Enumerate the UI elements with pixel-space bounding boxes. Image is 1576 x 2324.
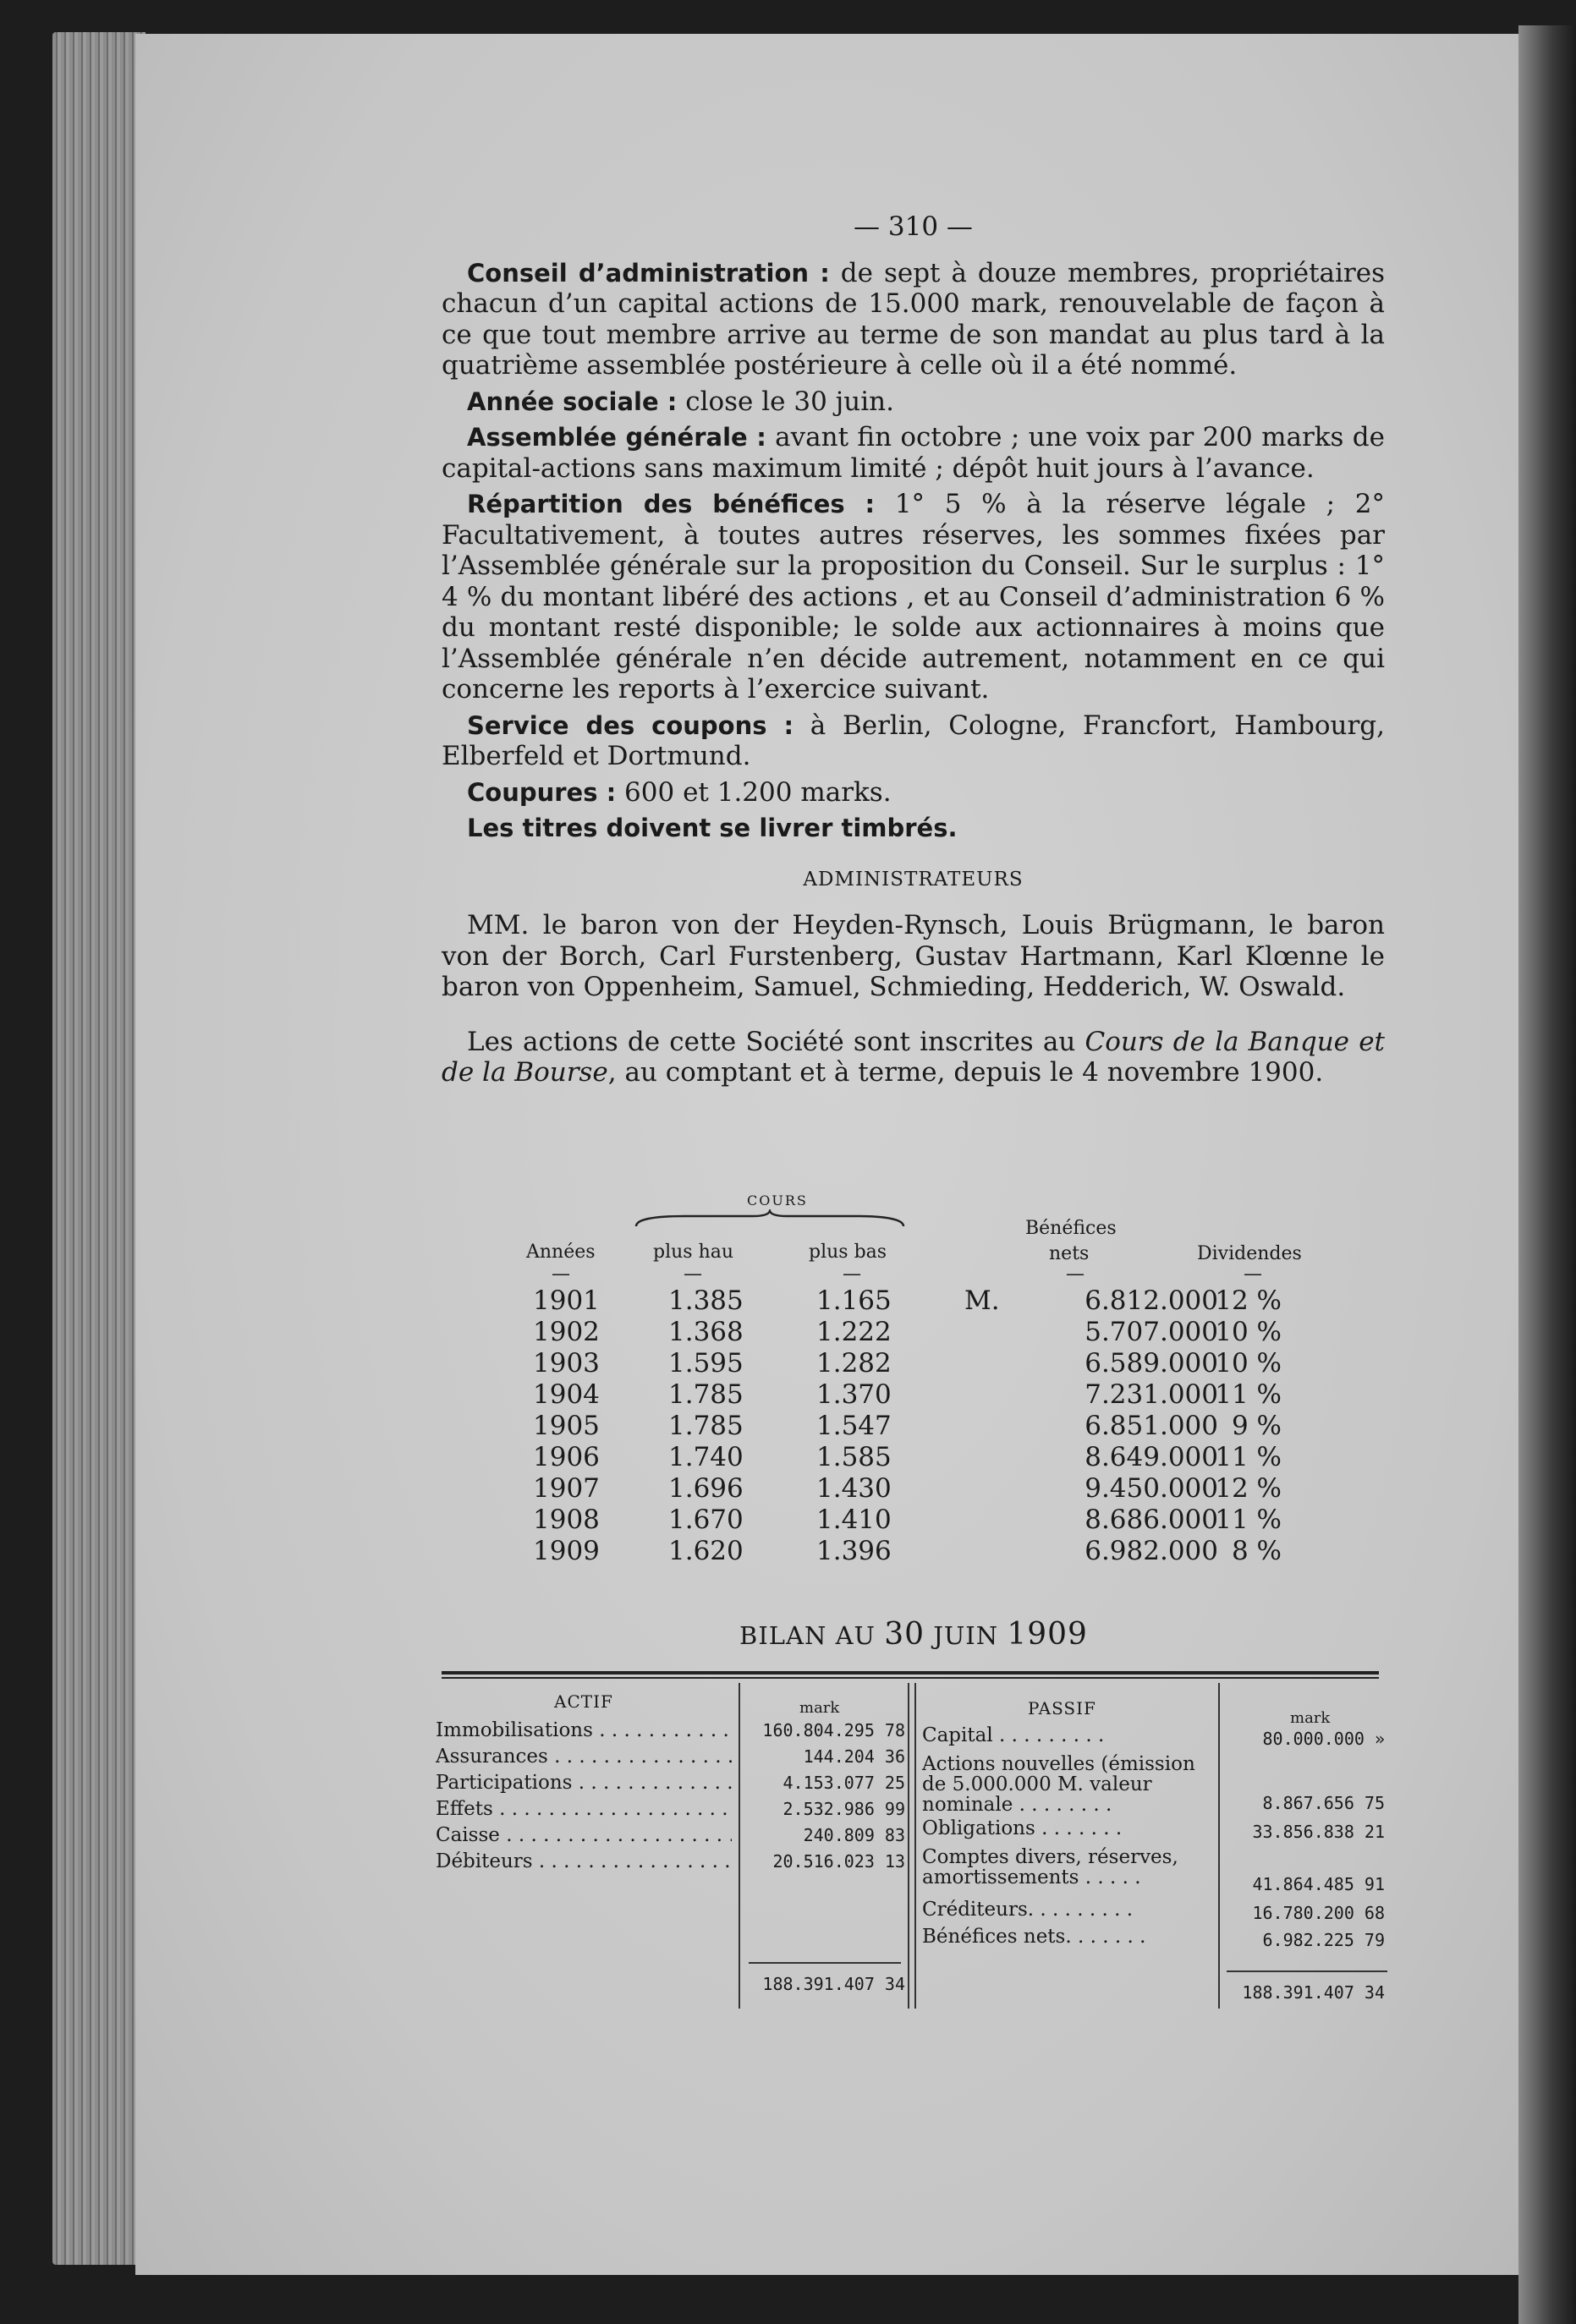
passif-item-amount: 16.780.200 68 [1252, 1903, 1385, 1923]
plus-hau-cell: 1.385 [668, 1285, 744, 1316]
bilan-table [436, 1683, 1387, 2013]
bilan-double-rule [442, 1671, 1379, 1674]
header-annees: Années [526, 1241, 596, 1263]
plus-hau-cell: 1.670 [668, 1505, 744, 1535]
year-cell: 1902 [533, 1317, 600, 1347]
column-divider [908, 1683, 909, 2009]
plus-hau-cell: 1.696 [668, 1473, 744, 1504]
header-dividendes: Dividendes [1197, 1243, 1302, 1264]
table-row [508, 1285, 1354, 1317]
page-stack-edges [52, 32, 146, 2265]
plus-bas-cell: 1.396 [816, 1536, 892, 1566]
dividende-cell: 12 % [1215, 1285, 1282, 1316]
actif-item-label: Débiteurs . . . [436, 1848, 732, 1875]
passif-item-label: Bénéfices nets. . . . . . . [922, 1926, 1146, 1948]
cours-table [508, 1192, 1354, 1567]
plus-hau-cell: 1.785 [668, 1379, 744, 1410]
header-benefices-nets: nets [1049, 1243, 1090, 1264]
cours-table-header: COURS Années plus hau plus bas Bénéfices nets Dividendes — — — — — [526, 1192, 1302, 1285]
table-row [508, 1505, 1354, 1536]
plus-hau-cell: 1.740 [668, 1442, 744, 1472]
dividende-cell: 11 % [1215, 1379, 1282, 1410]
passif-header: PASSIF [1028, 1698, 1096, 1718]
page-number: — 310 — [854, 211, 973, 242]
plus-bas-cell: 1.410 [816, 1505, 892, 1535]
actif-mark-header: mark [799, 1699, 840, 1717]
year-cell: 1906 [533, 1442, 600, 1472]
bilan-title: BILAN AU 30 JUIN 1909 [739, 1617, 1088, 1652]
actif-item-label: Participations . . . [436, 1769, 732, 1796]
benefices-cell: 6.812.000 [1085, 1285, 1218, 1316]
actif-item-amount: 160.804.295 78 [762, 1720, 905, 1740]
paragraph-assemblee: Assemblée générale : avant fin octobre ; une voix par 200 marks de capital-actions sans maximum limité ; dépôt huit jours à l’avance. [442, 422, 1385, 484]
plus-hau-cell: 1.368 [668, 1317, 744, 1347]
administrateurs-heading: ADMINISTRATEURS [803, 868, 1024, 891]
passif-mark-header: mark [1290, 1709, 1331, 1727]
actif-item-amount: 4.153.077 25 [783, 1773, 905, 1793]
plus-hau-cell: 1.595 [668, 1348, 744, 1379]
administrateurs-list: MM. le baron von der Heyden-Rynsch, Louis Brügmann, le baron von der Borch, Carl Furstenberg, Gustav Hartmann, Karl Klœnne le baron von Oppenheim, Samuel, Schmieding, Hedderich, W. Oswald. [442, 910, 1385, 1002]
dividende-cell: 8 % [1231, 1536, 1282, 1566]
passif-item-label: Capital . . . . . . . . . [922, 1724, 1105, 1746]
dividende-cell: 11 % [1215, 1505, 1282, 1535]
benefices-cell: 9.450.000 [1085, 1473, 1218, 1504]
actif-item-label: Caisse . . . [436, 1822, 732, 1849]
passif-item-label: Actions nouvelles (émission de 5.000.000 M. valeur nominale . . . . . . . . [922, 1753, 1195, 1816]
header-plus-bas: plus bas [809, 1241, 887, 1263]
actif-header: ACTIF [554, 1691, 613, 1712]
paragraph-service-coupons: Service des coupons : à Berlin, Cologne, Francfort, Hambourg, Elberfeld et Dortmund. [442, 710, 1386, 771]
actif-item-amount: 144.204 36 [803, 1746, 905, 1767]
year-cell: 1908 [533, 1505, 600, 1535]
paragraph-repartition: Répartition des bénéfices : 1° 5 % à la réserve légale ; 2° Facultativement, à toutes autres réserves, les sommes fixées par l’Assemblée générale sur la proposition du Conseil. Sur le surplus : 1° 4 % du montant libéré des actions , et au Conseil d’administration 6 % du montant resté disponible; le solde aux actionnaires à moins que l’Assemblée générale n’en décide autrement, notamment en ce qui concerne les reports à l’exercice suivant. [442, 489, 1385, 704]
cours-group-header: COURS [747, 1192, 808, 1209]
dividende-cell: 9 % [1231, 1411, 1282, 1441]
plus-bas-cell: 1.165 [816, 1285, 892, 1316]
actif-item-label: Effets . . . [436, 1795, 732, 1822]
paragraph-annee-sociale: Année sociale : close le 30 juin. [467, 386, 894, 417]
actif-item-amount: 2.532.986 99 [783, 1799, 905, 1819]
year-cell: 1907 [533, 1473, 600, 1504]
cours-table-body [508, 1285, 1354, 1567]
actif-item-label: Assurances . . . [436, 1743, 732, 1770]
benefices-cell: 5.707.000 [1085, 1317, 1218, 1347]
header-plus-hau: plus hau [653, 1241, 734, 1263]
benefices-cell: 7.231.000 [1085, 1379, 1218, 1410]
page-content [442, 211, 1385, 1093]
year-cell: 1901 [533, 1285, 600, 1316]
paragraph-cotation: Les actions de cette Société sont inscrites au Cours de la Banque et de la Bourse, au comptant et à terme, depuis le 4 novembre 1900. [442, 1026, 1385, 1088]
plus-bas-cell: 1.430 [816, 1473, 892, 1504]
currency-prefix: M. [964, 1285, 1000, 1316]
passif-item-label: Comptes divers, réserves, amortissements . . . . . [922, 1846, 1178, 1888]
table-row [508, 1442, 1354, 1473]
dividende-cell: 10 % [1215, 1348, 1282, 1379]
benefices-cell: 8.649.000 [1085, 1442, 1218, 1472]
brace-icon [634, 1209, 905, 1230]
plus-bas-cell: 1.222 [816, 1317, 892, 1347]
passif-sum-line [1227, 1970, 1387, 1972]
actif-item-amount: 240.809 83 [803, 1825, 905, 1845]
paragraph-conseil: Conseil d’administration : de sept à douze membres, propriétaires chacun d’un capital actions de 15.000 mark, renouvelable de façon à ce que tout membre arrive au terme de son mandat au plus tard à la quatrième assemblée postérieure à celle où il a été nommé. [442, 257, 1385, 381]
year-cell: 1903 [533, 1348, 600, 1379]
actif-item-amount: 20.516.023 13 [772, 1851, 905, 1872]
binding-shadow [1518, 25, 1576, 2324]
year-cell: 1904 [533, 1379, 600, 1410]
year-cell: 1905 [533, 1411, 600, 1441]
paragraph-titres: Les titres doivent se livrer timbrés. [467, 814, 958, 842]
benefices-cell: 8.686.000 [1085, 1505, 1218, 1535]
plus-bas-cell: 1.282 [816, 1348, 892, 1379]
plus-bas-cell: 1.585 [816, 1442, 892, 1472]
table-row [508, 1473, 1354, 1505]
benefices-cell: 6.982.000 [1085, 1536, 1218, 1566]
passif-item-amount: 33.856.838 21 [1252, 1822, 1385, 1842]
column-divider [914, 1683, 916, 2009]
passif-item-amount: 41.864.485 91 [1252, 1874, 1385, 1894]
actif-item-label: Immobilisations . . . [436, 1717, 732, 1744]
passif-item-label: Obligations . . . . . . . [922, 1817, 1123, 1839]
plus-bas-cell: 1.370 [816, 1379, 892, 1410]
dividende-cell: 11 % [1215, 1442, 1282, 1472]
passif-item-amount: 6.982.225 79 [1262, 1930, 1385, 1950]
passif-total: 188.391.407 34 [1242, 1982, 1385, 2003]
paragraph-coupures: Coupures : 600 et 1.200 marks. [467, 776, 892, 808]
actif-total: 188.391.407 34 [762, 1974, 905, 1994]
benefices-cell: 6.851.000 [1085, 1411, 1218, 1441]
table-row [508, 1348, 1354, 1379]
plus-bas-cell: 1.547 [816, 1411, 892, 1441]
header-benefices: Bénéfices [1025, 1218, 1117, 1239]
passif-item-label: Créditeurs. . . . . . . . . [922, 1899, 1134, 1921]
table-row [508, 1411, 1354, 1442]
bilan-double-rule-thin [442, 1677, 1379, 1679]
benefices-cell: 6.589.000 [1085, 1348, 1218, 1379]
plus-hau-cell: 1.620 [668, 1536, 744, 1566]
table-row [508, 1317, 1354, 1348]
passif-item-amount: 80.000.000 » [1262, 1729, 1385, 1749]
year-cell: 1909 [533, 1536, 600, 1566]
passif-item-amount: 8.867.656 75 [1262, 1793, 1385, 1813]
table-row [508, 1379, 1354, 1411]
table-row [508, 1536, 1354, 1567]
dividende-cell: 12 % [1215, 1473, 1282, 1504]
actif-sum-line [749, 1962, 901, 1964]
dividende-cell: 10 % [1215, 1317, 1282, 1347]
plus-hau-cell: 1.785 [668, 1411, 744, 1441]
